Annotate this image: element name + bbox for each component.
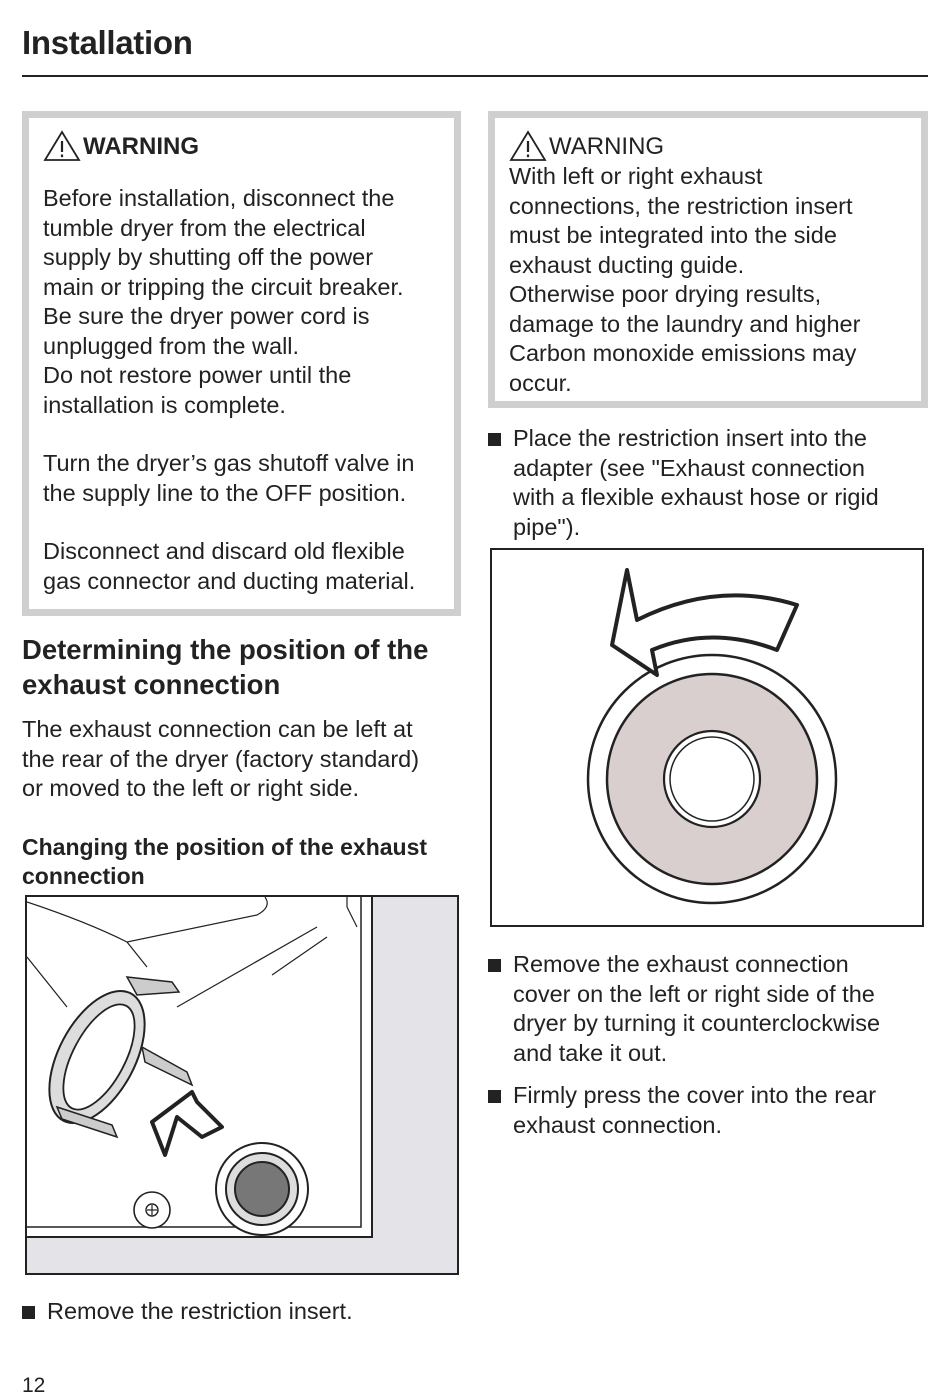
cover-rotation-illustration <box>490 548 924 927</box>
step-place-insert <box>488 424 928 542</box>
step-remove-insert <box>22 1297 462 1327</box>
warning-box-restriction <box>488 111 928 408</box>
warning-power-text: Before installation, disconnect the tumble dryer from the electrical supply by shutting off the power main or tripping the circuit breaker. Be sure the dryer power cord is unplugged from the wall. Do not restore power until the installation is complete. <box>43 185 404 418</box>
warning-label: WARNING <box>549 133 665 160</box>
cover-rotation-drawing <box>492 550 922 925</box>
warning-gas-valve-text: Turn the dryer’s gas shutoff valve in the supply line to the OFF position. <box>43 450 415 506</box>
step-press-cover <box>488 1081 928 1140</box>
step-text: Remove the restriction insert. <box>47 1298 353 1324</box>
warning-label: WARNING <box>83 133 199 160</box>
title-divider <box>22 75 928 77</box>
page-title: Installation <box>22 24 193 61</box>
subsection-heading: Changing the position of the exhaust connection <box>22 834 428 889</box>
bullet-square-icon <box>488 1090 501 1103</box>
bullet-square-icon <box>488 433 501 446</box>
warning-header <box>43 132 454 162</box>
step-text: Place the restriction insert into the adapter (see "Exhaust connection with a flexible exhaust hose or rigid pipe"). <box>513 425 879 540</box>
step-text: Remove the exhaust connection cover on the left or right side of the dryer by turning it counterclockwise and take it out. <box>513 951 881 1066</box>
warning-box-power <box>22 111 461 616</box>
warning-triangle-icon <box>509 130 547 162</box>
dryer-rear-drawing <box>27 897 457 1273</box>
section-heading: Determining the position of the exhaust connection <box>22 634 429 700</box>
step-remove-cover <box>488 950 928 1068</box>
restriction-insert-illustration <box>25 895 459 1275</box>
warning-restriction-text: With left or right exhaust connections, the restriction insert must be integrated into the side exhaust ducting guide. Otherwise poor drying results, damage to the laundry and higher Carbon monoxide emissions may occur. <box>509 163 861 396</box>
bullet-square-icon <box>488 959 501 972</box>
bullet-square-icon <box>22 1306 35 1319</box>
warning-connector-text: Disconnect and discard old flexible gas connector and ducting material. <box>43 538 416 594</box>
warning-header <box>509 132 921 162</box>
step-text: Firmly press the cover into the rear exhaust connection. <box>513 1082 877 1138</box>
warning-triangle-icon <box>43 130 81 162</box>
page-number: 12 <box>22 1374 46 1397</box>
section-body: The exhaust connection can be left at the rear of the dryer (factory standard) or moved to the left or right side. <box>22 716 420 801</box>
